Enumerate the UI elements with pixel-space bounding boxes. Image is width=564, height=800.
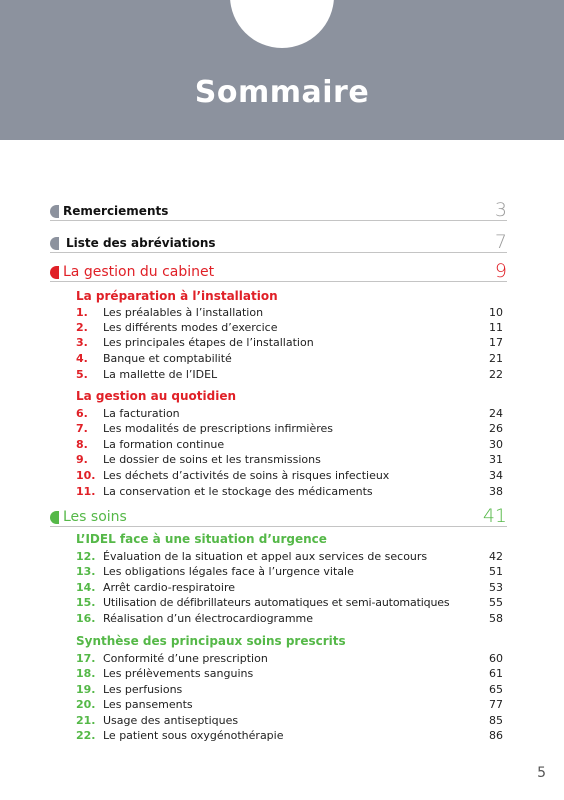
section-page: 3 xyxy=(494,199,507,221)
section-marker xyxy=(50,205,59,218)
item-text: Les principales étapes de l’installation xyxy=(103,336,314,349)
item-page: 26 xyxy=(489,422,503,435)
item-number: 11. xyxy=(76,485,96,498)
toc-item[interactable] xyxy=(76,549,503,564)
section-page: 41 xyxy=(482,505,507,527)
page-title: Sommaire xyxy=(194,75,370,110)
item-text: Les déchets d’activités de soins à risques infectieux xyxy=(103,469,390,482)
toc-subsection-title: Synthèse des principaux soins prescrits xyxy=(76,634,346,648)
item-page: 85 xyxy=(489,714,503,727)
toc-item[interactable] xyxy=(76,452,503,467)
section-marker xyxy=(50,511,59,524)
item-page: 86 xyxy=(489,729,503,742)
toc-item[interactable] xyxy=(76,651,503,666)
item-page: 22 xyxy=(489,368,503,381)
item-page: 11 xyxy=(489,321,503,334)
item-page: 42 xyxy=(489,550,503,563)
toc-subsection-title: La préparation à l’installation xyxy=(76,289,278,303)
item-page: 60 xyxy=(489,652,503,665)
item-number: 10. xyxy=(76,469,96,482)
item-number: 9. xyxy=(76,453,88,466)
toc-item[interactable] xyxy=(76,564,503,579)
page-number: 5 xyxy=(537,765,546,781)
item-text: Utilisation de défibrillateurs automatiques et semi-automatiques xyxy=(103,596,450,609)
item-page: 77 xyxy=(489,698,503,711)
item-number: 4. xyxy=(76,352,88,365)
toc-part-soins[interactable] xyxy=(50,505,507,527)
item-text: Le dossier de soins et les transmissions xyxy=(103,453,321,466)
item-text: Conformité d’une prescription xyxy=(103,652,268,665)
toc-section-remerciements[interactable] xyxy=(50,199,507,221)
item-page: 30 xyxy=(489,438,503,451)
toc-item[interactable] xyxy=(76,595,503,610)
item-number: 17. xyxy=(76,652,96,665)
item-page: 61 xyxy=(489,667,503,680)
toc-subsection-title: L’IDEL face à une situation d’urgence xyxy=(76,532,327,546)
header-banner xyxy=(0,0,564,140)
toc-item[interactable] xyxy=(76,468,503,483)
item-text: Arrêt cardio-respiratoire xyxy=(103,581,235,594)
item-text: Les obligations légales face à l’urgence vitale xyxy=(103,565,354,578)
item-text: Les pansements xyxy=(103,698,193,711)
item-text: Usage des antiseptiques xyxy=(103,714,239,727)
toc-item[interactable] xyxy=(76,335,503,350)
item-number: 18. xyxy=(76,667,96,680)
toc-subsection-title: La gestion au quotidien xyxy=(76,389,237,403)
toc-item[interactable] xyxy=(76,406,503,421)
toc-item[interactable] xyxy=(76,666,503,681)
section-marker xyxy=(50,237,59,250)
item-page: 34 xyxy=(489,469,503,482)
item-text: La mallette de l’IDEL xyxy=(103,368,218,381)
item-number: 12. xyxy=(76,550,96,563)
item-number: 7. xyxy=(76,422,88,435)
item-page: 10 xyxy=(489,306,503,319)
item-page: 38 xyxy=(489,485,503,498)
item-number: 21. xyxy=(76,714,96,727)
item-page: 24 xyxy=(489,407,503,420)
item-number: 15. xyxy=(76,596,96,609)
item-number: 5. xyxy=(76,368,88,381)
section-label: La gestion du cabinet xyxy=(63,264,215,280)
section-label: Liste des abréviations xyxy=(66,236,216,250)
toc-item[interactable] xyxy=(76,437,503,452)
toc-item[interactable] xyxy=(76,713,503,728)
item-number: 16. xyxy=(76,612,96,625)
item-text: Banque et comptabilité xyxy=(103,352,232,365)
toc-item[interactable] xyxy=(76,484,503,499)
toc-part-gestion-cabinet[interactable] xyxy=(50,260,507,282)
section-marker xyxy=(50,266,59,279)
item-text: Le patient sous oxygénothérapie xyxy=(103,729,284,742)
toc-item[interactable] xyxy=(76,697,503,712)
item-page: 65 xyxy=(489,683,503,696)
item-page: 51 xyxy=(489,565,503,578)
item-page: 55 xyxy=(489,596,503,609)
item-page: 58 xyxy=(489,612,503,625)
item-text: Évaluation de la situation et appel aux services de secours xyxy=(103,550,428,563)
toc-item[interactable] xyxy=(76,580,503,595)
item-number: 14. xyxy=(76,581,96,594)
item-number: 20. xyxy=(76,698,96,711)
toc-item[interactable] xyxy=(76,728,503,743)
toc-item[interactable] xyxy=(76,320,503,335)
item-text: La conservation et le stockage des médicaments xyxy=(103,485,373,498)
item-text: Les modalités de prescriptions infirmières xyxy=(103,422,334,435)
item-number: 2. xyxy=(76,321,88,334)
item-number: 19. xyxy=(76,683,96,696)
toc-item[interactable] xyxy=(76,421,503,436)
item-text: Les préalables à l’installation xyxy=(103,306,264,319)
item-page: 31 xyxy=(489,453,503,466)
item-text: Les différents modes d’exercice xyxy=(103,321,278,334)
section-label: Remerciements xyxy=(63,204,169,218)
item-number: 22. xyxy=(76,729,96,742)
section-page: 7 xyxy=(494,231,507,253)
item-page: 17 xyxy=(489,336,503,349)
toc-section-abreviations[interactable] xyxy=(50,231,507,253)
item-text: La facturation xyxy=(103,407,180,420)
item-number: 3. xyxy=(76,336,88,349)
toc-item[interactable] xyxy=(76,611,503,626)
section-label: Les soins xyxy=(63,509,127,525)
item-page: 53 xyxy=(489,581,503,594)
item-text: Les perfusions xyxy=(103,683,183,696)
item-text: Réalisation d’un électrocardiogramme xyxy=(103,612,314,625)
toc-item[interactable] xyxy=(76,351,503,366)
item-text: La formation continue xyxy=(103,438,225,451)
toc-item[interactable] xyxy=(76,682,503,697)
section-page: 9 xyxy=(494,260,507,282)
header-circle xyxy=(230,0,334,48)
toc-item[interactable] xyxy=(76,367,503,382)
item-number: 1. xyxy=(76,306,88,319)
item-page: 21 xyxy=(489,352,503,365)
toc-item[interactable] xyxy=(76,305,503,320)
item-text: Les prélèvements sanguins xyxy=(103,667,254,680)
item-number: 8. xyxy=(76,438,88,451)
item-number: 6. xyxy=(76,407,88,420)
item-number: 13. xyxy=(76,565,96,578)
